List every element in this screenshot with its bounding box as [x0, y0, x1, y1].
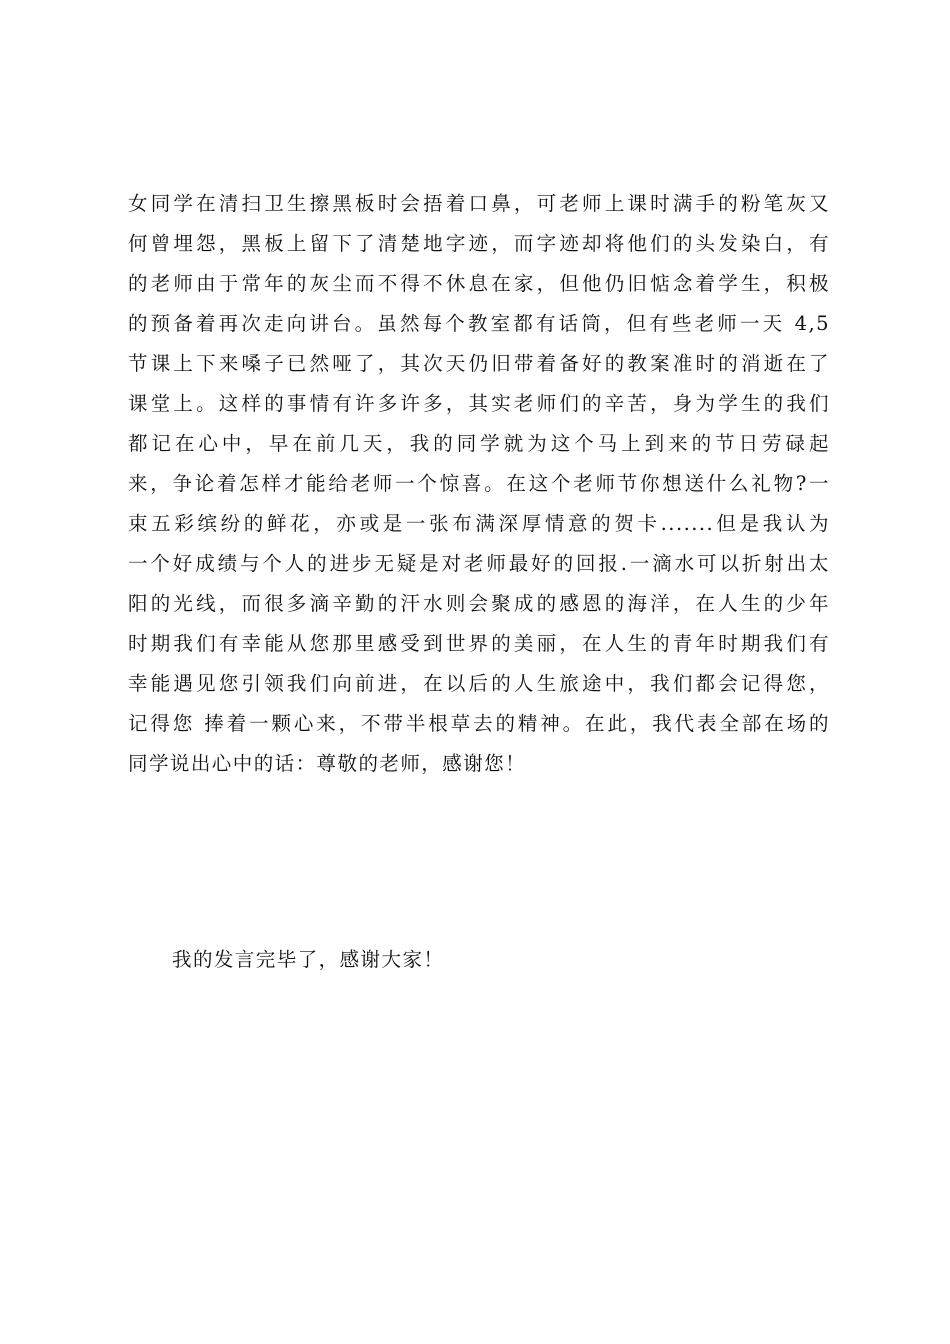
paragraph-line: 记得您 捧着一颗心来，不带半根草去的精神。在此，我代表全部在场的 [128, 712, 830, 735]
paragraph-line: 一个好成绩与个人的进步无疑是对老师最好的回报.一滴水可以折射出太 [128, 552, 830, 575]
paragraph-line: 课堂上。这样的事情有许多许多，其实老师们的辛苦，身为学生的我们 [128, 392, 830, 415]
closing-paragraph: 我的发言完毕了，感谢大家！ [172, 948, 445, 971]
paragraph-line: 何曾埋怨，黑板上留下了清楚地字迹，而字迹却将他们的头发染白，有 [128, 232, 830, 255]
paragraph-line: 的预备着再次走向讲台。虽然每个教室都有话筒，但有些老师一天 4,5 [128, 312, 830, 335]
paragraph-line: 幸能遇见您引领我们向前进，在以后的人生旅途中，我们都会记得您， [128, 672, 830, 695]
paragraph-line: 都记在心中，早在前几天，我的同学就为这个马上到来的节日劳碌起 [128, 432, 830, 455]
paragraph-line: 的老师由于常年的灰尘而不得不休息在家，但他仍旧惦念着学生，积极 [128, 272, 830, 295]
paragraph-line: 来，争论着怎样才能给老师一个惊喜。在这个老师节你想送什么礼物?一 [128, 472, 830, 495]
paragraph-line: 节课上下来嗓子已然哑了，其次天仍旧带着备好的教案准时的消逝在了 [128, 352, 830, 375]
paragraph-line: 束五彩缤纷的鲜花，亦或是一张布满深厚情意的贺卡.......但是我认为 [128, 512, 830, 535]
paragraph-line: 时期我们有幸能从您那里感受到世界的美丽，在人生的青年时期我们有 [128, 632, 830, 655]
paragraph-line: 同学说出心中的话：尊敬的老师，感谢您！ [128, 752, 527, 775]
paragraph-line: 阳的光线，而很多滴辛勤的汗水则会聚成的感恩的海洋，在人生的少年 [128, 592, 830, 615]
paragraph-line: 女同学在清扫卫生擦黑板时会捂着口鼻，可老师上课时满手的粉笔灰又 [128, 192, 830, 215]
body-paragraph [128, 184, 830, 784]
